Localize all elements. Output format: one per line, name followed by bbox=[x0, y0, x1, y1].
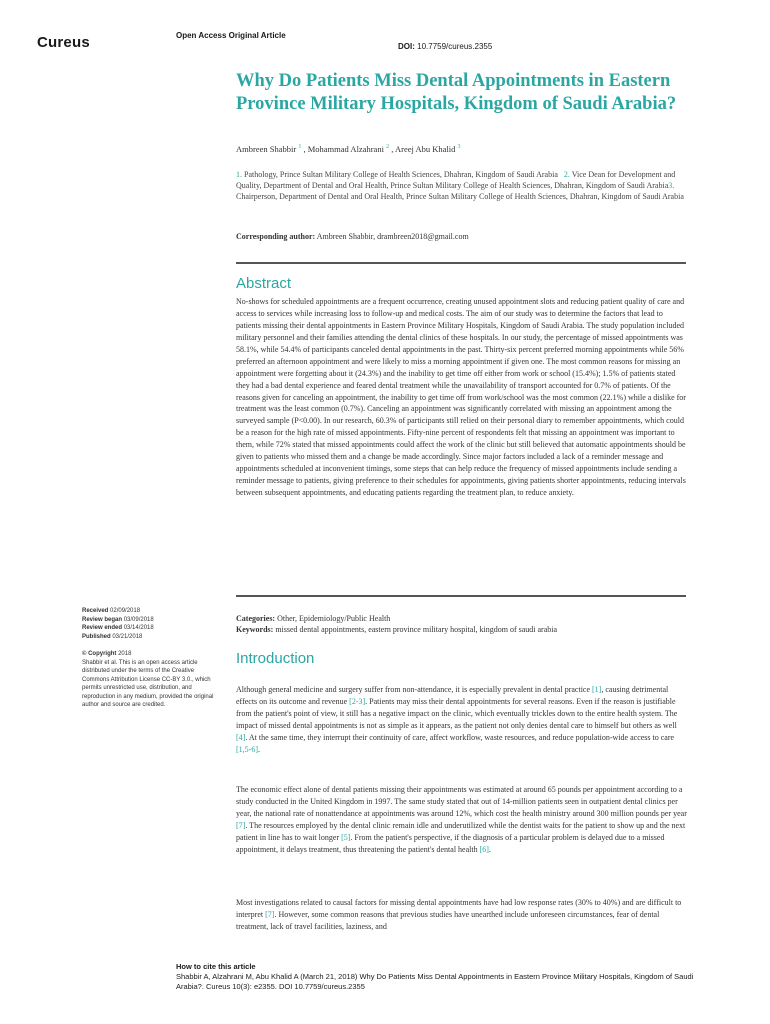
affiliation-text: Chairperson, Department of Dental and Oral Health, Prince Sultan Military College of Health Sciences, Dhahran, Kingdom of Saudi Arabia bbox=[236, 192, 684, 201]
citation-heading: How to cite this article bbox=[176, 962, 256, 971]
affiliation-number: 1. bbox=[236, 170, 242, 179]
author-name[interactable]: Ambreen Shabbir bbox=[236, 144, 297, 154]
author-affiliation-number[interactable]: 2 bbox=[386, 144, 390, 151]
date-value: 02/09/2018 bbox=[110, 608, 141, 614]
doi[interactable] bbox=[398, 42, 492, 51]
reference-link[interactable]: [1,5-6] bbox=[236, 744, 258, 754]
paragraph-text: . However, some common reasons that previous studies have unearthed include unforeseen circumstances, fear of dental treatment, lack of travel facilities, laziness, and bbox=[236, 909, 660, 931]
categories-value: Other, Epidemiology/Public Health bbox=[277, 614, 391, 623]
date-published bbox=[82, 633, 222, 642]
copyright-label: © Copyright bbox=[82, 651, 117, 657]
reference-link[interactable]: [6] bbox=[479, 844, 489, 854]
reference-link[interactable]: [1] bbox=[592, 685, 602, 694]
reference-link[interactable]: [5] bbox=[341, 832, 351, 842]
corresponding-value[interactable]: Ambreen Shabbir, drambreen2018@gmail.com bbox=[316, 232, 469, 241]
citation-text: Shabbir A, Alzahrani M, Abu Khalid A (March 21, 2018) Why Do Patients Miss Dental Appointments in Eastern Province Military Hospitals, Kingdom of Saudi Arabia?. Cureus 10(3): e2355. DOI 10.7759/cureus.2355 bbox=[176, 972, 694, 991]
author-name[interactable]: Areej Abu Khalid bbox=[394, 144, 456, 154]
corresponding-label: Corresponding author: bbox=[236, 232, 316, 241]
date-label: Review ended bbox=[82, 625, 123, 631]
date-label: Published bbox=[82, 633, 111, 640]
introduction-paragraph bbox=[236, 784, 688, 855]
introduction-paragraph bbox=[236, 897, 688, 933]
date-received bbox=[82, 607, 222, 616]
paragraph-text: . Patients may miss their dental appointments for several reasons. Even if the reason is justifiable from the patient's point of view, it still has a negative impact on the clinic, which eventually trickles down to the entire health system. The impact of missed dental appointments is not as simple as it appears, as the patient not only denies dental care to himself but others as well bbox=[236, 696, 678, 730]
doi-value[interactable]: 10.7759/cureus.2355 bbox=[417, 42, 493, 51]
categories-keywords bbox=[236, 613, 696, 635]
keywords-value: missed dental appointments, eastern province military hospital, kingdom of saudi arabia bbox=[275, 625, 558, 634]
abstract-heading: Abstract bbox=[236, 275, 292, 292]
article-title: Why Do Patients Miss Dental Appointments in Eastern Province Military Hospitals, Kingdom of Saudi Arabia? bbox=[236, 71, 677, 114]
affiliations bbox=[236, 169, 686, 202]
article-type: Open Access Original Article bbox=[176, 31, 286, 40]
author-list: Ambreen Shabbir $^1$ , Mohammad Alzahrani $^2$ , Areej Abu Khalid $^3$ bbox=[236, 144, 461, 154]
section-divider bbox=[236, 595, 686, 597]
doi-label: DOI: bbox=[398, 42, 415, 51]
keywords-label: Keywords: bbox=[236, 625, 274, 634]
paragraph-text: . At the same time, they interrupt their continuity of care, affect workflow, waste resources, and reduce population-wide access to care bbox=[245, 732, 675, 742]
introduction-heading: Introduction bbox=[236, 650, 315, 667]
copyright-block bbox=[82, 650, 222, 710]
section-divider bbox=[236, 262, 686, 264]
paragraph-text: . The resources employed by the dental clinic remain idle and underutilized while the dentist waits for the patient to show up and the next patient in line has to wait longer bbox=[236, 820, 686, 842]
paragraph-text: . From the patient's perspective, if the diagnosis of a particular problem is delayed due to a missed appointment, it delays treatment, thus threatening the patient's dental health bbox=[236, 832, 665, 854]
date-review-began bbox=[82, 616, 222, 625]
date-value: 03/09/2018 bbox=[123, 616, 154, 623]
author-name[interactable]: Mohammad Alzahrani bbox=[307, 144, 384, 154]
paragraph-text: The economic effect alone of dental patients missing their appointments was estimated at around 65 pounds per appointment according to a study conducted in the United Kingdom in 1997. The same study stated that out of 14-million patients seen in outpatient dental clinics per year, the national rate of nonattendance at appointments was around 12%, which cost the health ministry around 300 million pounds per year bbox=[236, 785, 687, 818]
affiliation-text: Pathology, Prince Sultan Military College of Health Sciences, Dhahran, Kingdom of Saudi Arabia bbox=[244, 170, 558, 179]
reference-link[interactable]: [4] bbox=[236, 732, 246, 742]
categories-label: Categories: bbox=[236, 614, 276, 623]
corresponding-author bbox=[236, 232, 686, 241]
reference-link[interactable]: [7] bbox=[265, 909, 275, 919]
reference-link[interactable]: [7] bbox=[236, 820, 246, 830]
paragraph-text: Most investigations related to causal factors for missing dental appointments have had low response rates (30% to 40%) and are difficult to interpret bbox=[236, 898, 682, 919]
date-value: 03/14/2018 bbox=[123, 625, 154, 631]
paragraph-text: , causing detrimental effects on its outcome and revenue bbox=[236, 685, 669, 706]
article-sidebar bbox=[82, 607, 222, 710]
date-label: Received bbox=[82, 608, 109, 614]
date-label: Review began bbox=[82, 616, 123, 623]
copyright-year: 2018 bbox=[118, 651, 132, 657]
date-review-ended bbox=[82, 624, 222, 633]
author-affiliation-number[interactable]: 3 bbox=[457, 144, 461, 151]
journal-logo: Cureus bbox=[37, 34, 90, 51]
affiliation-number: 3. bbox=[668, 181, 675, 190]
paragraph-text: . bbox=[488, 844, 491, 854]
license-text: Shabbir et al. This is an open access article distributed under the terms of the Creative Commons Attribution License CC-BY 3.0., which permits unrestricted use, distribution, and reproduction in any medium, provided the original author and source are credited. bbox=[82, 659, 214, 708]
date-value: 03/21/2018 bbox=[112, 633, 143, 640]
affiliation-number: 2. bbox=[563, 170, 570, 179]
affiliation-text: Vice Dean for Development and Quality, Department of Dental and Oral Health, Prince Sultan Military College of Health Sciences, Dhahran, Kingdom of Saudi Arabia bbox=[236, 170, 676, 190]
paragraph-text: . bbox=[258, 744, 260, 754]
abstract-text: No-shows for scheduled appointments are a frequent occurrence, creating unused appointment slots and reducing patient quality of care and access to services while increasing loss to follow-up and medical costs. The aim of our study was to determine the factors that lead to patients missing their dental appointments in Eastern Province Military Hospitals, Kingdom of Saudi Arabia. The study population included military personnel and their families attending the dental clinics of these hospitals. In our study, the percentage of missed appointments was 58.1%, while 54.4% of participants canceled dental appointments in the past. Thirty-six percent preferred morning appointments while 56% preferred an afternoon appointment and were likely to miss a morning appointment if given one. The most common reasons for missing an appointment were forgetting about it (24.3%) and the inability to get time off either from work or school (15.4%); 1.5% of patients stated they had a bad dental experience and feared dental treatment while the unavailability of transport accounted for 0.7% of patients. Of the reasons given for canceling an appointment, the inability to get time off from work/school was the most common (22.1%) while a dislike for treatment was the least common (0.7%). Canceling an appointment was significantly correlated with missing an appointment among the surveyed sample (P<0.00). In our research, 60.3% of participants still relied on their personal diary to remember appointments, which could be a reason for the high rate of missed appointments. Fifty-nine percent of respondents felt that missing an appointment was important to them, while 72% stated that missed appointments could affect the work of the clinic but still believed that automatic appointments should be given to patients who missed them and a change be made accordingly. Since major factors included a lack of a reminder message and appointments scheduled at inconvenient timings, some steps that can help reduce the frequency of missed appointments include sending a reminder message to patients, giving preference to their schedules for appointments, giving patients shorter appointments, reducing intervals between subsequent appointments, and educating patients regarding the treatment plan, to reduce anxiety. bbox=[236, 297, 686, 497]
author-affiliation-number[interactable]: 1 bbox=[298, 144, 302, 151]
paragraph-text: Although general medicine and surgery suffer from non-attendance, it is especially prevalent in dental practice bbox=[236, 685, 591, 694]
reference-link[interactable]: [2-3] bbox=[349, 696, 366, 706]
introduction-paragraph bbox=[236, 684, 688, 755]
